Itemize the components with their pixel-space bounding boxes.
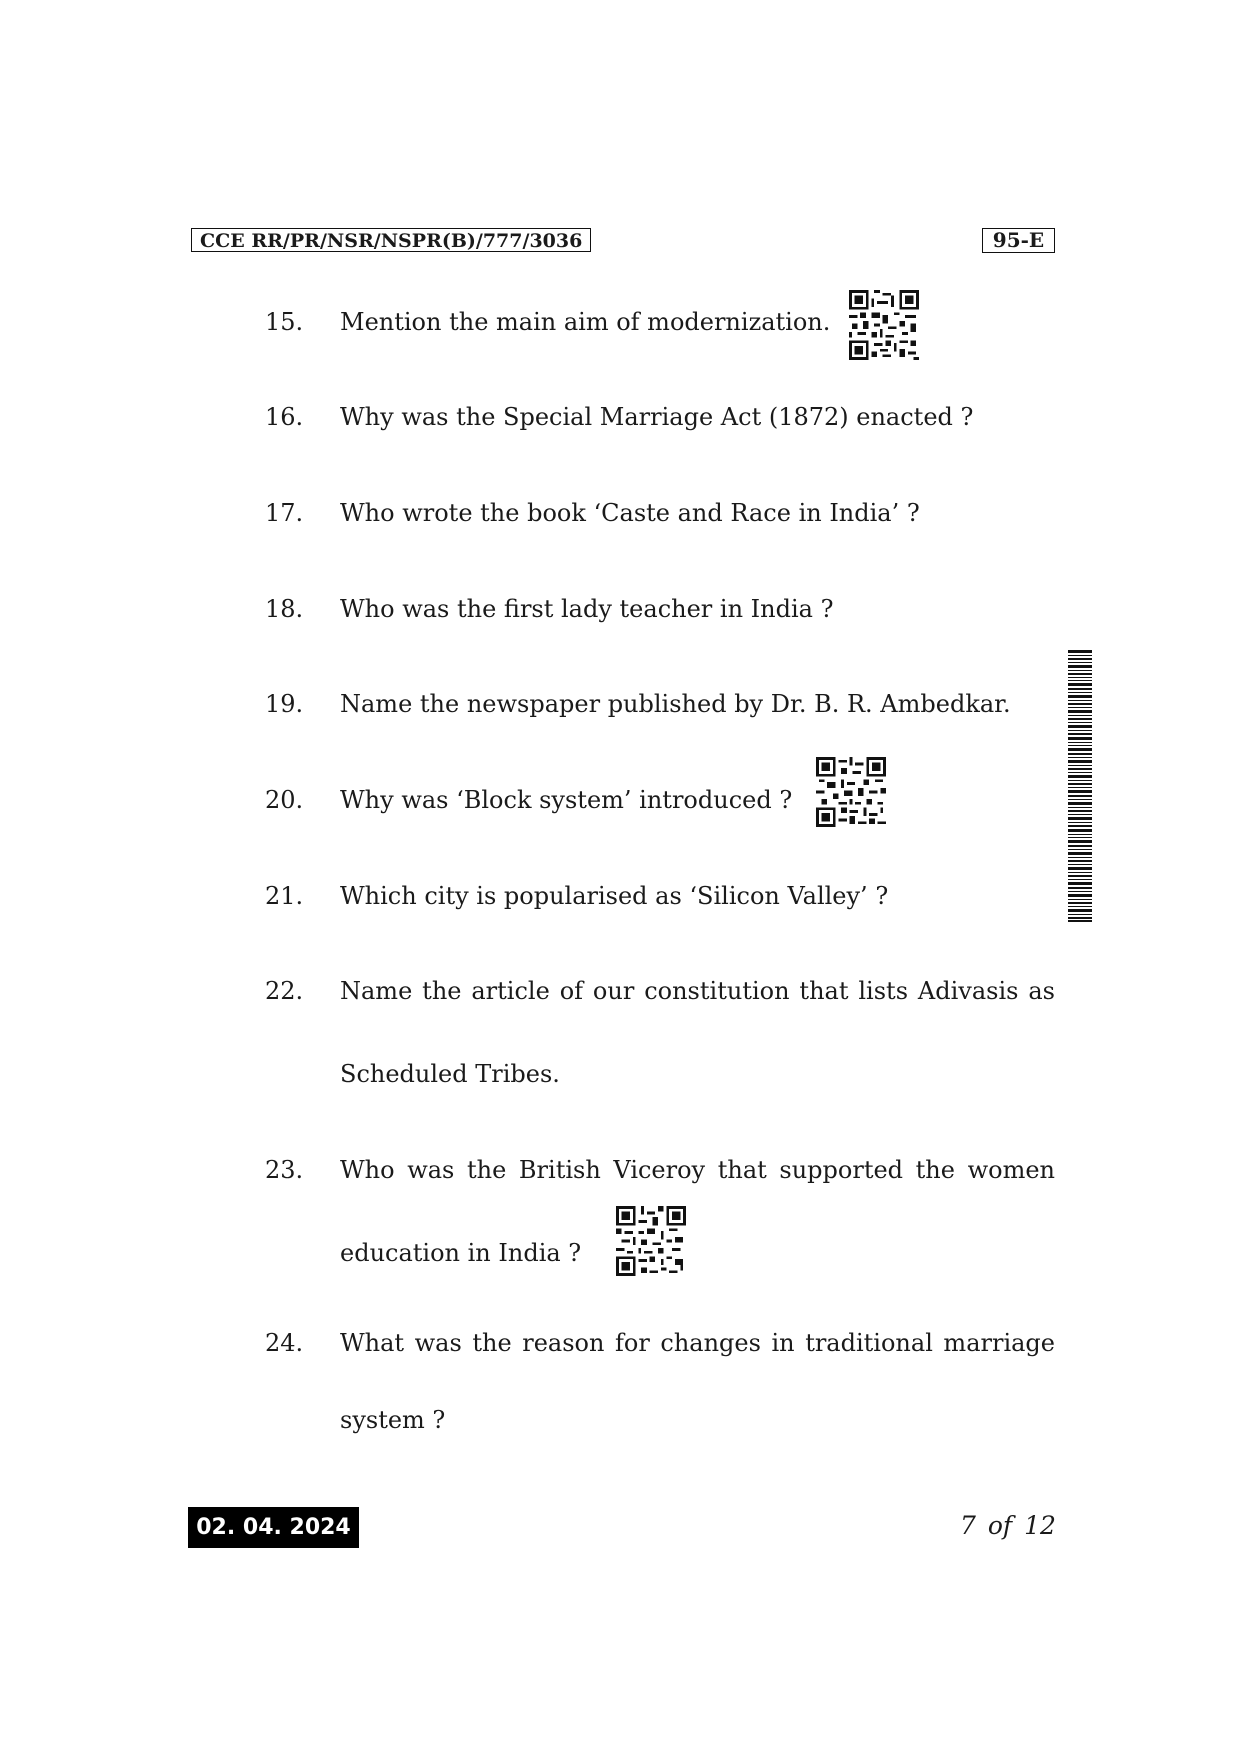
question-number: 15.	[265, 308, 304, 336]
question-text: Why was the Special Marriage Act (1872) enacted ?	[340, 403, 974, 431]
barcode-icon	[1068, 650, 1092, 922]
question-text: Name the article of our constitution that lists Adivasis as	[340, 977, 1055, 1005]
page-number: 7 of 12	[960, 1511, 1056, 1540]
question-text: Who was the first lady teacher in India ?	[340, 595, 834, 623]
question-number: 19.	[265, 690, 304, 718]
exam-date-badge: 02. 04. 2024	[188, 1507, 359, 1548]
question-number: 21.	[265, 882, 304, 910]
question-text-continued: education in India ?	[340, 1239, 582, 1267]
question-text: Who wrote the book ‘Caste and Race in India’ ?	[340, 499, 920, 527]
question-text: What was the reason for changes in traditional marriage	[340, 1329, 1055, 1357]
question-text: Which city is popularised as ‘Silicon Valley’ ?	[340, 882, 889, 910]
paper-code-header: CCE RR/PR/NSR/NSPR(B)/777/3036	[191, 228, 591, 252]
question-text: Mention the main aim of modernization.	[340, 308, 831, 336]
question-text: Name the newspaper published by Dr. B. R. Ambedkar.	[340, 690, 1011, 718]
question-text-continued: system ?	[340, 1406, 446, 1434]
qr-code-icon	[849, 290, 919, 360]
question-text-continued: Scheduled Tribes.	[340, 1060, 560, 1088]
qr-code-icon	[816, 757, 886, 827]
question-number: 20.	[265, 786, 304, 814]
qr-code-icon	[616, 1206, 686, 1276]
question-number: 24.	[265, 1329, 304, 1357]
question-text: Why was ‘Block system’ introduced ?	[340, 786, 793, 814]
question-number: 16.	[265, 403, 304, 431]
question-number: 18.	[265, 595, 304, 623]
question-text: Who was the British Viceroy that supported the women	[340, 1156, 1055, 1184]
question-number: 17.	[265, 499, 304, 527]
subject-code-header: 95-E	[982, 228, 1055, 253]
question-number: 22.	[265, 977, 304, 1005]
question-number: 23.	[265, 1156, 304, 1184]
